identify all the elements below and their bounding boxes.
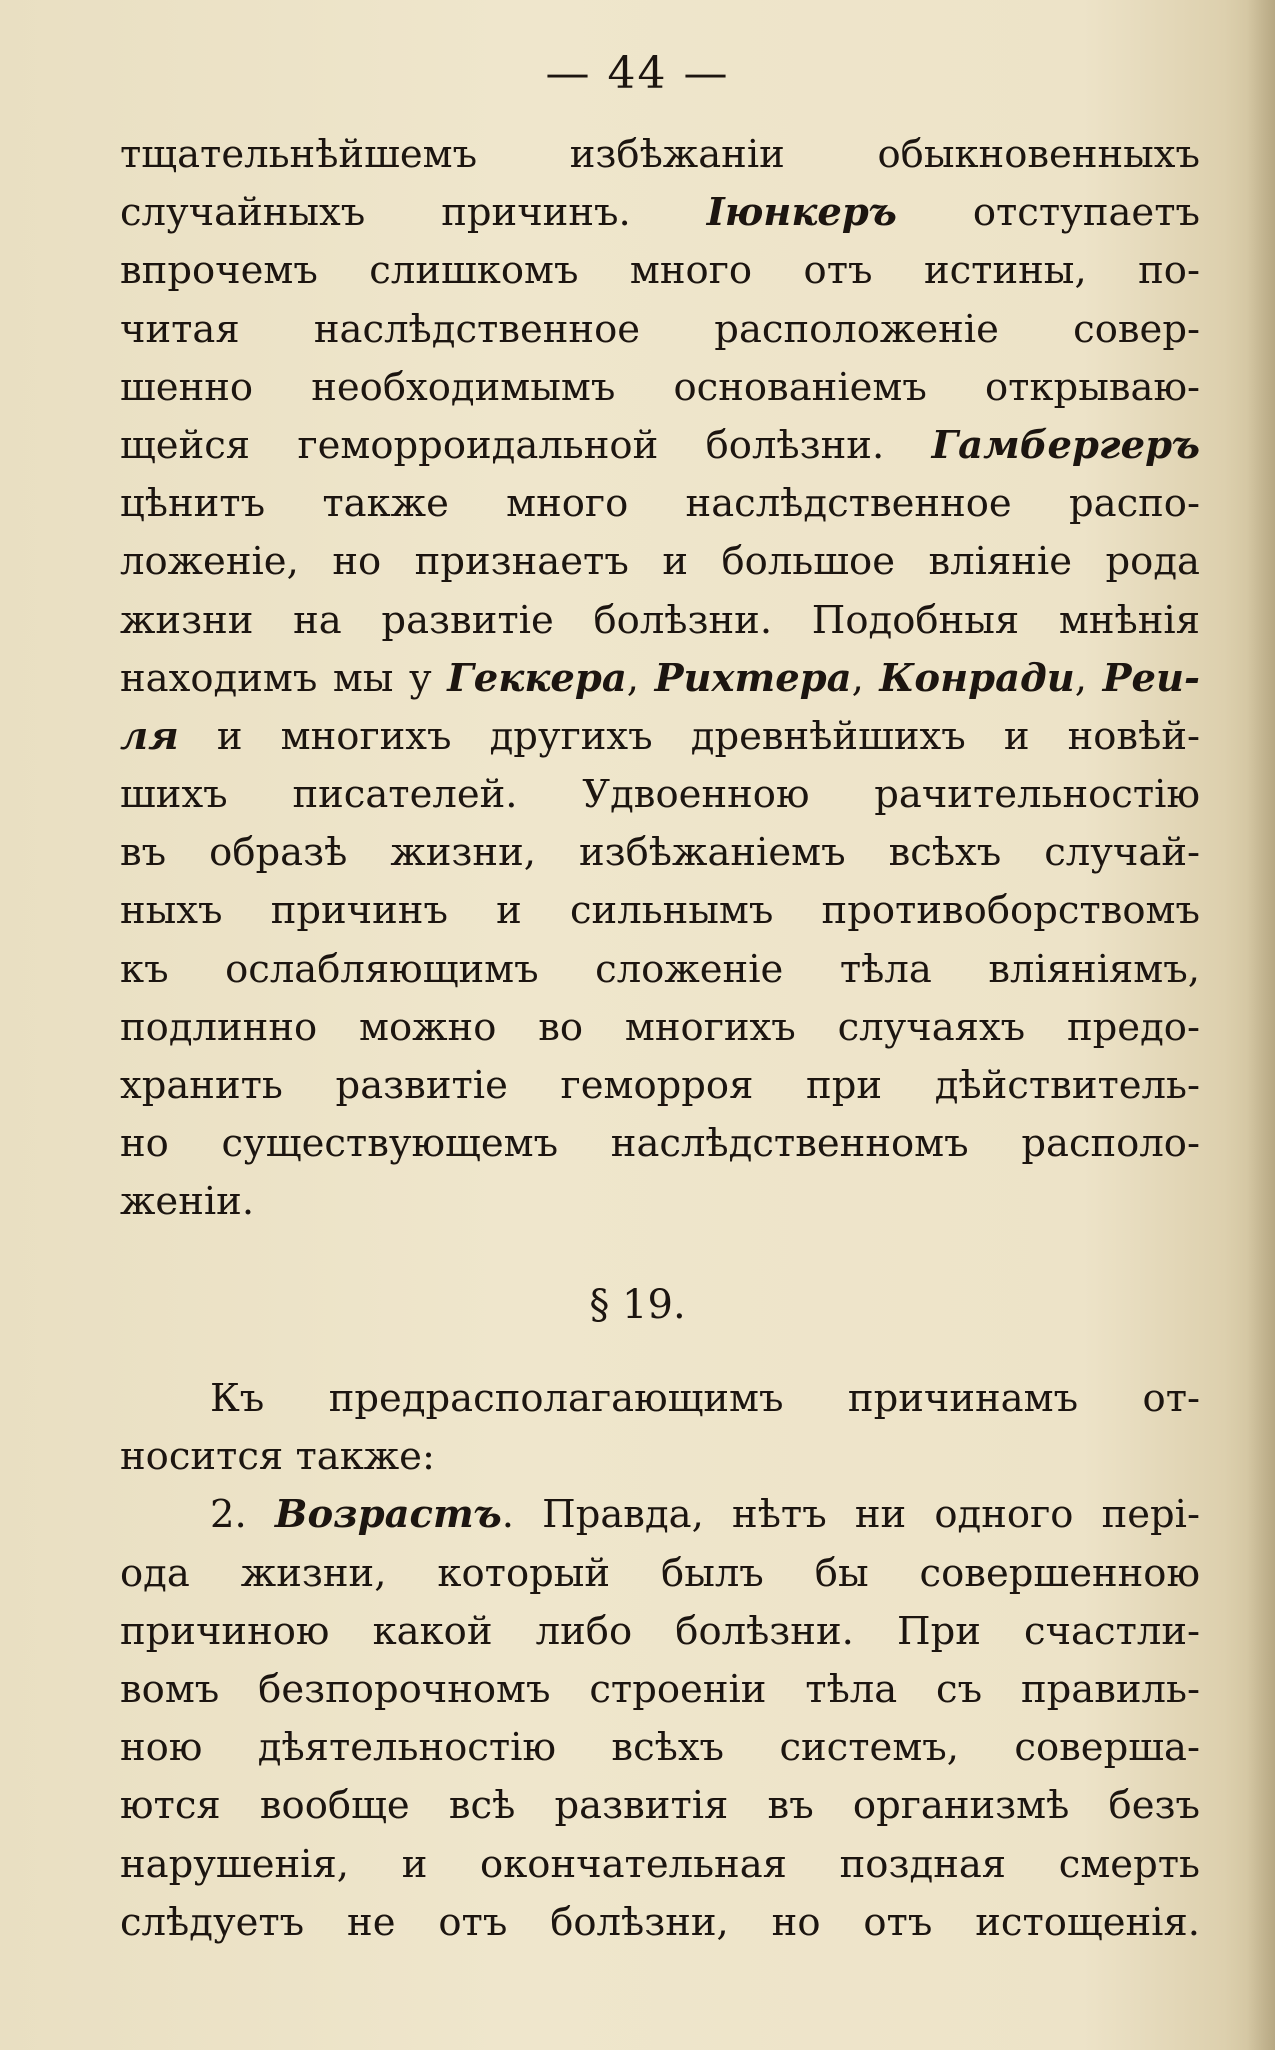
text-line: [120, 417, 1200, 475]
text-span: случайныхъ причинъ.: [120, 190, 707, 236]
text-span: ,: [1074, 655, 1103, 701]
text-line: слѣдуетъ не отъ болѣзни, но отъ истощенія.: [120, 1899, 1200, 1945]
text-line: ода жизни, который былъ бы совершенною: [120, 1550, 1200, 1596]
text-line: [120, 1486, 1200, 1544]
page-number: — 44 —: [545, 48, 730, 99]
italic-name: Геккера: [447, 655, 627, 701]
text-span: щейся геморроидальной болѣзни.: [120, 422, 932, 468]
text-span: . Правда, нѣтъ ни одного пері-: [501, 1492, 1200, 1538]
text-line: подлинно можно во многихъ случаяхъ предо-: [120, 1004, 1200, 1050]
text-line: [120, 650, 1200, 708]
text-line: шенно необходимымъ основаніемъ открываю-: [120, 364, 1200, 410]
text-span: 2.: [210, 1492, 275, 1538]
italic-name: Реи-: [1102, 655, 1200, 701]
text-line: въ образѣ жизни, избѣжаніемъ всѣхъ случай-: [120, 830, 1200, 876]
text-line: женіи.: [120, 1179, 255, 1225]
italic-name: Возрастъ: [274, 1492, 502, 1538]
italic-name: Гамбергеръ: [931, 422, 1200, 468]
text-line: ною дѣятельностію всѣхъ системъ, соверша-: [120, 1725, 1200, 1771]
text-line: впрочемъ слишкомъ много отъ истины, по-: [120, 248, 1200, 294]
section-heading: § 19.: [589, 1282, 686, 1328]
italic-name: ля: [120, 713, 179, 759]
paragraph-1: [120, 126, 1200, 1232]
text-span: ,: [626, 655, 655, 701]
text-line: причиною какой либо болѣзни. При счастли-: [120, 1608, 1200, 1654]
text-line: ются вообще всѣ развитія въ организмѣ безъ: [120, 1783, 1200, 1829]
text-line: вомъ безпорочномъ строеніи тѣла съ правиль-: [120, 1666, 1200, 1712]
text-line: тщательнѣйшемъ избѣжаніи обыкновенныхъ: [120, 132, 1200, 177]
text-line: шихъ писателей. Удвоенною рачительностію: [120, 772, 1200, 818]
text-line: нарушенія, и окончательная поздная смерть: [120, 1841, 1200, 1887]
text-line: къ ослабляющимъ сложеніе тѣла вліяніямъ,: [120, 946, 1200, 992]
text-span: находимъ мы у: [120, 655, 448, 701]
text-line: ложеніе, но признаетъ и большое вліяніе рода: [120, 539, 1200, 585]
text-line: носится также:: [120, 1434, 435, 1480]
text-span: отступаетъ: [896, 190, 1200, 236]
text-line: жизни на развитіе болѣзни. Подобныя мнѣнія: [120, 597, 1200, 643]
text-line: хранить развитіе геморроя при дѣйствитель-: [120, 1063, 1200, 1108]
text-line: читая наслѣдственное расположеніе совер-: [120, 306, 1200, 352]
text-line: ныхъ причинъ и сильнымъ противоборствомъ: [120, 888, 1200, 934]
text-line: цѣнитъ также много наслѣдственное распо-: [120, 481, 1200, 527]
text-span: и многихъ другихъ древнѣйшихъ и новѣй-: [178, 713, 1200, 759]
paragraph-2: [120, 1370, 1200, 1952]
italic-name: Рихтера: [654, 655, 852, 701]
italic-name: Іюнкеръ: [706, 190, 897, 236]
page-edge-shadow: [1247, 0, 1275, 2050]
italic-name: Конради: [879, 655, 1075, 701]
text-line: [120, 184, 1200, 242]
text-line: [120, 708, 1200, 766]
text-line: но существующемъ наслѣдственномъ располо-: [120, 1121, 1200, 1167]
text-line: Къ предрасполагающимъ причинамъ от-: [210, 1376, 1200, 1421]
text-span: ,: [851, 655, 880, 701]
